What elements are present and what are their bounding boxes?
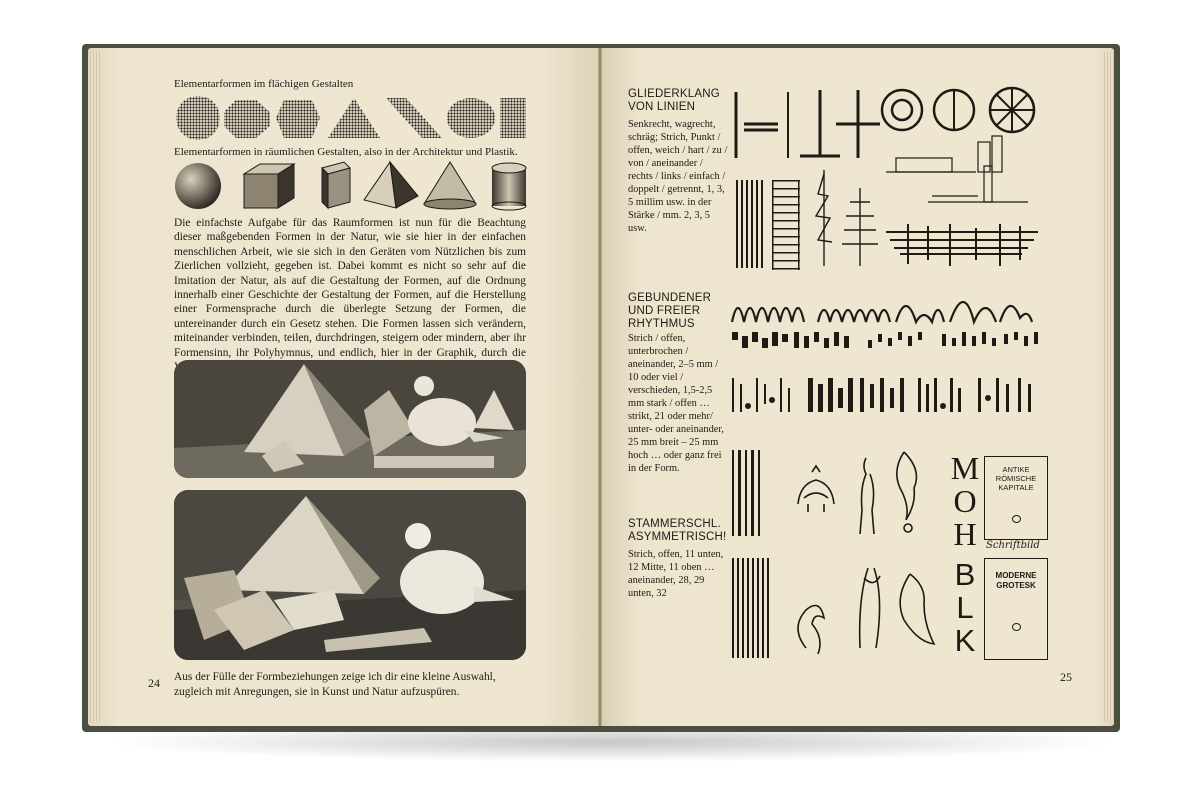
flat-parallelogram xyxy=(386,98,442,138)
flat-shapes-row xyxy=(174,94,526,142)
flat-hexagon xyxy=(276,100,320,138)
flat-triangle xyxy=(328,98,380,138)
wave-line-1 xyxy=(732,308,804,322)
page-number-left: 24 xyxy=(148,676,160,690)
label-box-roman-text: ANTIKE RÖMISCHE KAPITALE xyxy=(995,465,1037,492)
grid-lines xyxy=(886,224,1038,266)
broken-dash-rows xyxy=(732,332,1038,348)
wave-line-2 xyxy=(818,310,890,322)
label-box-grotesk-mark xyxy=(1012,623,1021,631)
section-text-lines: Senkrecht, wagrecht, schräg; Strich, Punkt / offen, weich / hart / zu / von / aneinander / rechts / links / einfach / doppelt / getrennt, 1, 3, 5 millim usw. in der Stärke / mm. 2, 3, 5 usw. xyxy=(628,119,728,234)
page-number-right: 25 xyxy=(1060,670,1072,684)
flat-octagon xyxy=(224,100,270,138)
section-text-rhythm: Strich / offen, unterbrochen / aneinander, 2–5 mm / 10 oder viel / verschieden, 1,5-2,5 mm stark / offen … strikt, 21 oder mehr/ unter- oder aneinander, 25 mm breit – 25 mm hoch … oder ganz frei in der Form. xyxy=(628,333,725,474)
pyramid xyxy=(364,162,418,208)
architecture-sketch xyxy=(886,136,1028,202)
label-box-roman-mark xyxy=(1012,515,1021,523)
gutter xyxy=(598,48,602,726)
label-box-grotesk-text: MODERNE GROTESK xyxy=(995,571,1037,590)
section-text-asymmetric: Strich, offen, 11 unten, 12 Mitte, 11 oben … aneinander, 28, 29 unten, 32 xyxy=(628,549,724,599)
handwritten-note: Schriftbild xyxy=(986,540,1040,551)
rhythm-studies xyxy=(728,288,1048,418)
section-title-lines: GLIEDERKLANG VON LINIEN xyxy=(628,88,720,113)
section-title-asymmetric: STAMMERSCHL. ASYMMETRISCH! xyxy=(628,518,727,543)
cylinder xyxy=(492,163,526,210)
wave-line-5 xyxy=(1000,306,1032,322)
page-edges-left xyxy=(90,52,100,722)
wave-line-3 xyxy=(896,306,944,322)
tree-sketches xyxy=(816,170,878,266)
letters-blk: BLK xyxy=(954,557,976,658)
crown-ornament xyxy=(798,466,834,512)
left-caption: Aus der Fülle der Formbeziehungen zeige ich dir eine kleine Auswahl, zugleich mit Anregungen, sie in Kunst und Natur aufzuspüren. xyxy=(174,671,496,698)
photo-bottom xyxy=(174,490,526,660)
scroll-ornament xyxy=(798,606,824,655)
prism xyxy=(322,162,350,208)
letters-moh: MOH xyxy=(950,450,980,552)
line-studies xyxy=(728,84,1048,284)
figure-outline xyxy=(860,458,874,534)
left-body-text: Die einfachste Aufgabe für das Raumformen ist nun für die Beachtung dieser maßgebenden Formen in der Natur, wie sie hier in der einfachen menschlichen Arbeit, wie sie sich in den Geräten vom Nützlichen bis zum Zierlichen vollzieht, gegeben ist. Dabei kommt es nicht so sehr auf die Imitation der Natur, als auf die Gestaltung der Formen, auf die Ordnung innerhalb einer Geschichte der Gestaltung der Formen, auf die Herstellung einer Formensprache durch die überlegte Setzung der Formen, die untereinander durch ein Gesetz stehen. Die Formen lassen sich verändern, miteinander verbinden, teilen, durchdringen, steigern oder mindern, aber ihr Formensinn, ihr Polyhymnus, und endlich, hier in der Graphik, durch die xyxy=(174,217,526,359)
pendant-outline xyxy=(897,452,917,520)
cube xyxy=(244,164,294,208)
flat-circle xyxy=(176,96,220,140)
photo-top xyxy=(174,360,526,478)
stroke-dot-rows xyxy=(732,378,1031,412)
shell-outline xyxy=(900,574,934,644)
ornament-studies xyxy=(728,448,948,668)
wave-line-4 xyxy=(950,302,996,322)
label-box-grotesk xyxy=(984,558,1048,660)
cone xyxy=(424,162,476,209)
vertical-hatch-blocks xyxy=(736,180,800,270)
vertical-stripes xyxy=(732,450,769,658)
sphere xyxy=(175,163,221,209)
flat-ellipse xyxy=(447,98,495,138)
solid-shapes-row xyxy=(174,160,526,210)
figure-outline-2 xyxy=(860,568,880,648)
heading-flat-forms: Elementarformen im flächigen Gestalten xyxy=(174,78,354,90)
label-box-roman xyxy=(984,456,1048,540)
heading-spatial-forms: Elementarformen in räumlichen Gestalten, also in der Architektur und Plastik. xyxy=(174,146,518,158)
section-title-rhythm: GEBUNDENER UND FREIER RHYTHMUS xyxy=(628,292,712,330)
page-edges-right xyxy=(1104,52,1114,722)
flat-square xyxy=(500,98,526,138)
